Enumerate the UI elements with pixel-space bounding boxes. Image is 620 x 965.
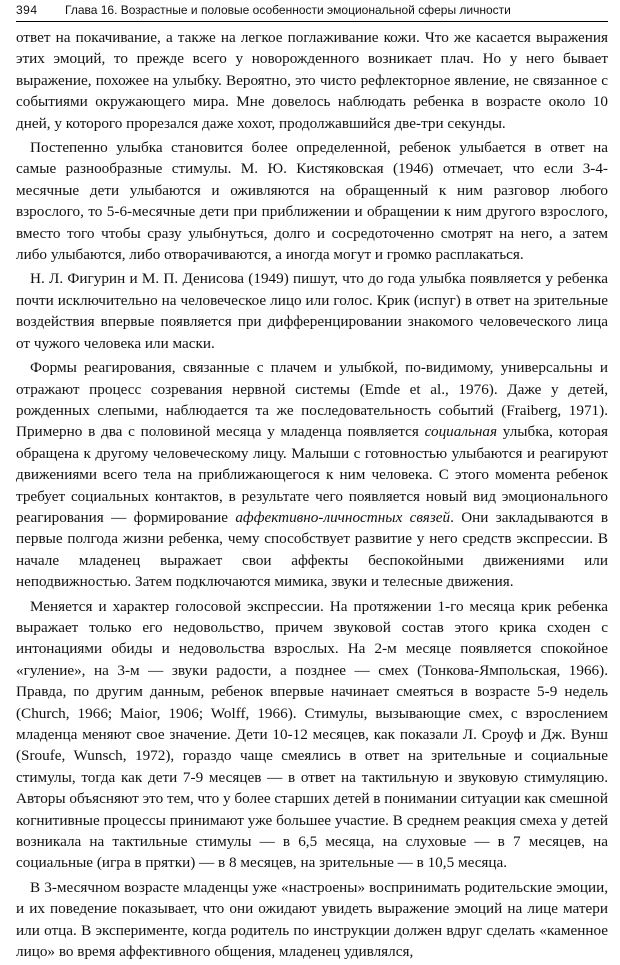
page-number: 394 (16, 3, 38, 17)
italic-term: социальная (424, 423, 498, 441)
body-text (16, 27, 608, 965)
text-run: Формы реагирования, связанные с плачем и улыбкой, по-видимому, универсальны и отражают процесс созревания нервной системы (Emde et al., 1976). Даже у детей, рожденных слепыми, наблюдается та же последовательность событий (Fraiberg, 1971). Примерно в два с половиной месяца у младенца появляется (16, 359, 608, 441)
paragraph-6 (16, 877, 608, 963)
paragraph-1 (16, 27, 608, 134)
running-header (16, 0, 608, 22)
italic-term: аффективно-личностных связей (235, 508, 451, 526)
paragraph-5 (16, 596, 608, 874)
text-run: улыбка, которая обращена к другому человеческому лицу. Малыши с готовностью улыбаются и реагируют движениями всего тела на приближающегося к ним человека. С этого момента ребенок требует социальных контактов, в результате чего появляется новый вид эмоционального реагирования — формирование (16, 423, 608, 526)
text-run: Меняется и характер голосовой экспрессии. На протяжении 1-го месяца крик ребенка выражает только его недовольство, причем звуковой состав этого крика сходен с интонациями обиды и недовольства взрослых. На 2-м месяце появляется спокойное «гуление», на 3-м — звуки радости, а позднее — смех (Тонкова-Ямпольская, 1966). Правда, по другим данным, ребенок впервые начинает смеяться в возрасте 5-9 недель (Church, 1966; Maior, 1906; Wolff, 1966). Стимулы, вызывающие смех, с взрослением младенца меняют свое значение. Дети 10-12 месяцев, как показали Л. Сроуф и Дж. Вунш (Sroufe, Wunsch, 1972), гораздо чаще смеялись в ответ на зрительные и социальные стимулы, тогда как дети 7-9 месяцев — в ответ на тактильную и звуковую стимуляцию. Авторы объясняют это тем, что у более старших детей в понимании ситуации как смешной когнитивные процессы принимают уже большее участие. В среднем реакция смеха у детей возникала на тактильные стимулы — в 6,5 месяца, на слуховые — в 7 месяцев, на социальные (игра в прятки) — в 8 месяцев, на зрительные — в 10,5 месяца. (16, 597, 608, 872)
text-run: Постепенно улыбка становится более определенной, ребенок улыбается в ответ на самые разнообразные стимулы. М. Ю. Кистяковская (1946) отмечает, что если 3-4-месячные дети улыбаются и оживляются на обращенный к ним разговор любого взрослого, то 5-6-месячные дети при приближении и обращении к ним другого взрослого, вместо того чтобы сразу улыбнуться, долго и сосредоточенно смотрят на него, а затем либо улыбаются, либо отворачиваются, а иногда могут и громко расплакаться. (16, 139, 608, 264)
chapter-title: Глава 16. Возрастные и половые особенности эмоциональной сферы личности (65, 3, 511, 17)
paragraph-2 (16, 137, 608, 265)
book-page (16, 0, 608, 961)
paragraph-3 (16, 268, 608, 354)
text-run: ответ на покачивание, а также на легкое поглаживание кожи. Что же касается выражения этих эмоций, то прежде всего у новорожденного возникает плач. Но у него бывает выражение, похожее на улыбку. Вероятно, это чисто рефлекторное явление, не связанное с событиями окружающего мира. Мне довелось наблюдать ребенка в возрасте около 10 дней, у которого прорезался даже хохот, продолжавшийся две-три секунды. (16, 29, 608, 132)
text-run: Н. Л. Фигурин и М. П. Денисова (1949) пишут, что до года улыбка появляется у ребенка почти исключительно на человеческое лицо или голос. Крик (испуг) в ответ на зрительные воздействия впервые появляется при дифференцировании знакомого человеческого лица от чужого человека или маски. (16, 270, 608, 352)
text-run: В 3-месячном возрасте младенцы уже «настроены» воспринимать родительские эмоции, и их поведение показывает, что они ожидают увидеть выражение эмоций на лице матери или отца. В эксперименте, когда родитель по инструкции должен вдруг сделать «каменное лицо» во время аффективного общения, младенец удивлялся, (16, 878, 608, 961)
text-run: . Они закладываются в первые полгода жизни ребенка, чему способствует развитие у него средств экспрессии. В начале младенец выражает свои аффекты беспокойными движениями или неподвижностью. Затем подключаются мимика, звуки и телесные движения. (16, 508, 608, 591)
paragraph-4 (16, 357, 608, 592)
